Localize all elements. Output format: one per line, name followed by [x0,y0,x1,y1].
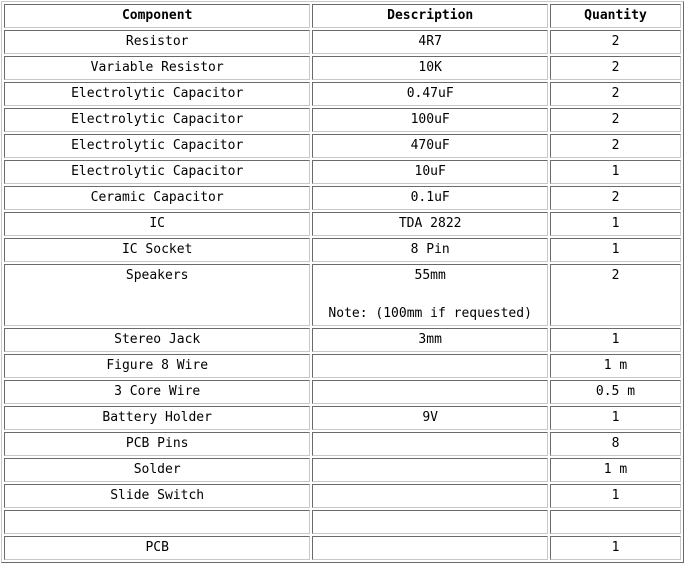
component-cell: PCB Pins [4,432,310,456]
description-cell: 0.1uF [312,186,548,210]
components-table [1,1,684,563]
description-cell: 10uF [312,160,548,184]
quantity-cell: 1 m [550,458,681,482]
description-cell: 10K [312,56,548,80]
component-cell: IC [4,212,310,236]
component-cell [4,510,310,534]
component-cell: Electrolytic Capacitor [4,160,310,184]
quantity-cell: 2 [550,56,681,80]
description-cell [312,354,548,378]
table-row [4,536,681,560]
description-cell: 3mm [312,328,548,352]
description-cell: 100uF [312,108,548,132]
quantity-cell: 2 [550,186,681,210]
table-row [4,212,681,236]
description-note: Note: (100mm if requested) [328,306,532,321]
quantity-cell [550,510,681,534]
quantity-cell: 1 [550,536,681,560]
quantity-cell: 0.5 m [550,380,681,404]
quantity-cell: 1 [550,406,681,430]
description-cell: 9V [312,406,548,430]
component-cell: Figure 8 Wire [4,354,310,378]
component-cell: Ceramic Capacitor [4,186,310,210]
description-cell: 8 Pin [312,238,548,262]
description-cell [312,536,548,560]
component-cell: Variable Resistor [4,56,310,80]
table-row [4,458,681,482]
quantity-cell: 1 [550,160,681,184]
quantity-cell: 2 [550,82,681,106]
component-cell: 3 Core Wire [4,380,310,404]
component-cell: Slide Switch [4,484,310,508]
description-cell [312,264,548,326]
table-row [4,328,681,352]
description-value: 55mm [414,268,446,283]
description-cell [312,510,548,534]
table-row [4,82,681,106]
table-row [4,354,681,378]
quantity-cell: 8 [550,432,681,456]
table-row [4,510,681,534]
component-cell: IC Socket [4,238,310,262]
description-cell: 4R7 [312,30,548,54]
description-cell: TDA 2822 [312,212,548,236]
table-row [4,108,681,132]
component-cell: Electrolytic Capacitor [4,134,310,158]
component-cell: Battery Holder [4,406,310,430]
table-row [4,380,681,404]
header-description: Description [312,4,548,28]
header-quantity: Quantity [550,4,681,28]
description-cell [312,484,548,508]
component-cell: Electrolytic Capacitor [4,108,310,132]
quantity-cell: 2 [550,108,681,132]
table-row [4,264,681,326]
table-row [4,30,681,54]
quantity-cell: 2 [550,30,681,54]
description-cell [312,432,548,456]
table-row [4,432,681,456]
table-row [4,238,681,262]
description-cell: 0.47uF [312,82,548,106]
component-cell: Solder [4,458,310,482]
description-cell [312,458,548,482]
table-row [4,134,681,158]
description-cell [312,380,548,404]
component-cell: PCB [4,536,310,560]
quantity-cell: 1 m [550,354,681,378]
header-row [4,4,681,28]
quantity-cell: 1 [550,328,681,352]
component-cell: Stereo Jack [4,328,310,352]
table-row [4,186,681,210]
quantity-cell: 1 [550,238,681,262]
table-row [4,56,681,80]
description-cell: 470uF [312,134,548,158]
component-cell: Resistor [4,30,310,54]
quantity-cell: 2 [550,134,681,158]
table-row [4,406,681,430]
component-cell: Electrolytic Capacitor [4,82,310,106]
table-row [4,484,681,508]
table-row [4,160,681,184]
quantity-cell: 1 [550,212,681,236]
quantity-cell: 2 [550,264,681,326]
quantity-cell: 1 [550,484,681,508]
header-component: Component [4,4,310,28]
component-cell: Speakers [4,264,310,326]
